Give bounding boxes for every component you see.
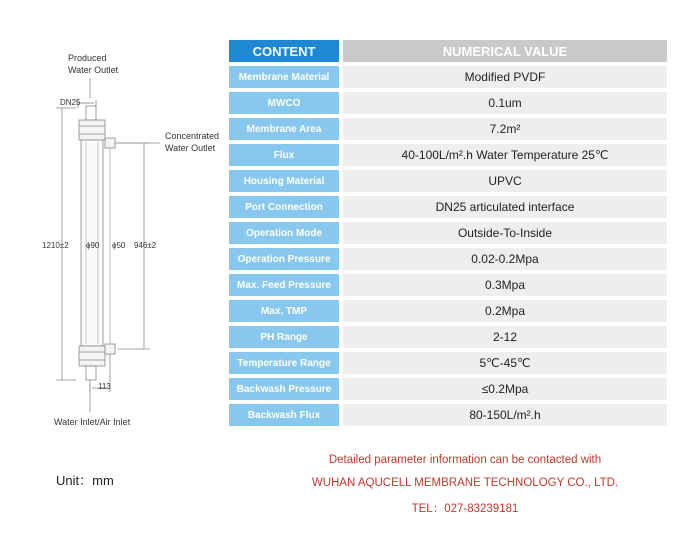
row-label: Operation Pressure [229,248,339,270]
row-value: 80-150L/m².h [343,404,667,426]
table-row [229,300,667,322]
row-label: Backwash Pressure [229,378,339,400]
footer-company: WUHAN AQUCELL MEMBRANE TECHNOLOGY CO., LTD. [311,477,619,489]
dim-dia50: ϕ50 [112,241,126,250]
table-row [229,92,667,114]
table-row [229,196,667,218]
dim-total-length: 1210±2 [42,241,69,250]
row-label: Backwash Flux [229,404,339,426]
table-row [229,274,667,296]
row-value: Outside-To-Inside [343,222,667,244]
spec-table [229,40,667,430]
dim-dn25: DN25 [60,98,81,107]
module-diagram [0,0,230,440]
dim-width113: 113 [98,382,111,391]
row-value: 0.1um [343,92,667,114]
row-label: Membrane Area [229,118,339,140]
table-row [229,222,667,244]
row-value: 0.02-0.2Mpa [343,248,667,270]
row-label: MWCO [229,92,339,114]
unit-label: Unit：mm [56,473,114,488]
table-row [229,378,667,400]
row-label: PH Range [229,326,339,348]
row-value: 5℃-45℃ [343,352,667,374]
header-content: CONTENT [229,40,339,62]
row-value: 0.3Mpa [343,274,667,296]
row-label: Port Connection [229,196,339,218]
row-value: UPVC [343,170,667,192]
row-label: Flux [229,144,339,166]
row-label: Housing Material [229,170,339,192]
dim-dia90: ϕ90 [86,241,100,250]
table-row [229,170,667,192]
table-header [229,40,667,62]
row-label: Operation Mode [229,222,339,244]
header-value: NUMERICAL VALUE [343,40,667,62]
table-row [229,66,667,88]
produced-outlet-label: Produced Water Outlet [68,53,119,75]
row-value: DN25 articulated interface [343,196,667,218]
dim-length946: 946±2 [134,241,157,250]
row-label: Max. TMP [229,300,339,322]
water-inlet-label: Water Inlet/Air Inlet [54,417,131,427]
table-row [229,248,667,270]
row-label: Max. Feed Pressure [229,274,339,296]
row-value: Modified PVDF [343,66,667,88]
table-row [229,352,667,374]
row-value: 7.2m² [343,118,667,140]
row-value: 40-100L/m².h Water Temperature 25℃ [343,144,667,166]
table-row [229,404,667,426]
footer-contact-line: Detailed parameter information can be contacted with [328,454,602,466]
table-row [229,144,667,166]
row-value: ≤0.2Mpa [343,378,667,400]
table-row [229,118,667,140]
table-row [229,326,667,348]
row-value: 0.2Mpa [343,300,667,322]
row-label: Temperature Range [229,352,339,374]
row-label: Membrane Material [229,66,339,88]
row-value: 2-12 [343,326,667,348]
concentrated-outlet-label: Concentrated Water Outlet [165,131,220,153]
module-drawing [0,0,230,440]
footer-tel: TEL：027-83239181 [411,503,519,515]
